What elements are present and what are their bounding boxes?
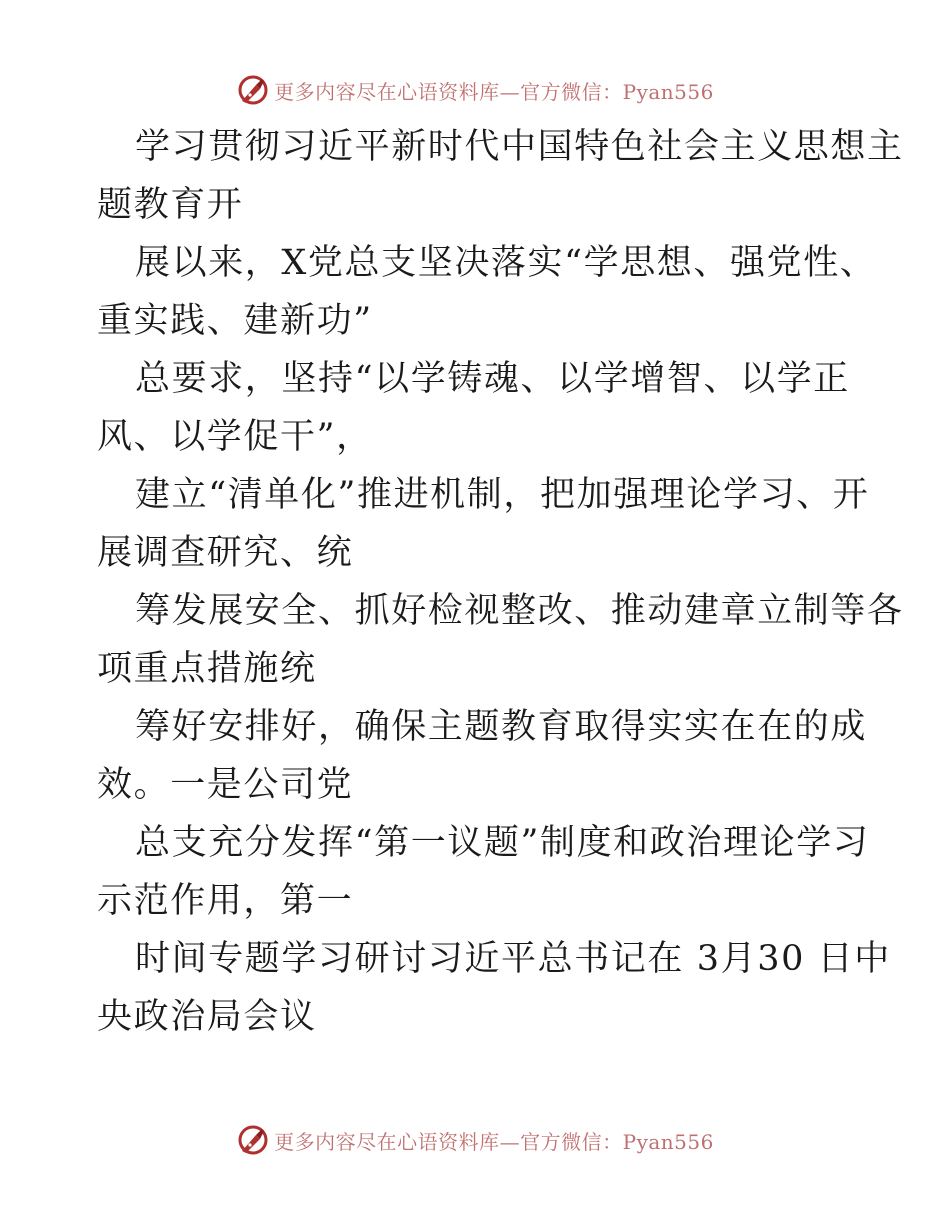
body-line-16: 央政治局会议 — [97, 997, 317, 1037]
footer-watermark-text: 更多内容尽在心语资料库—官方微信：Pyan556 — [274, 1129, 714, 1154]
pen-nib-logo-icon — [236, 73, 270, 107]
body-line-6: 风、以学促干”， — [97, 417, 373, 457]
body-line-10: 项重点措施统 — [97, 649, 317, 689]
body-line-15: 时间专题学习研讨习近平总书记在 3月30 日中 — [135, 939, 891, 979]
document-body — [97, 118, 904, 1046]
body-line-13: 总支充分发挥“第一议题”制度和政治理论学习 — [135, 823, 870, 863]
body-line-11: 筹好安排好，确保主题教育取得实实在在的成 — [135, 707, 868, 747]
footer-watermark — [0, 1120, 950, 1160]
body-line-1: 学习贯彻习近平新时代中国特色社会主义思想主 — [135, 127, 904, 167]
body-line-3: 展以来，X党总支坚决落实“学思想、强党性、 — [135, 243, 877, 283]
body-line-14: 示范作用，第一 — [97, 881, 354, 921]
body-line-2: 题教育开 — [97, 185, 244, 225]
body-line-4: 重实践、建新功” — [97, 301, 373, 341]
pen-nib-logo-icon — [236, 1123, 270, 1157]
body-line-8: 展调查研究、统 — [97, 533, 354, 573]
header-watermark-text: 更多内容尽在心语资料库—官方微信：Pyan556 — [274, 79, 714, 104]
body-line-12: 效。一是公司党 — [97, 765, 354, 805]
body-line-5: 总要求，坚持“以学铸魂、以学增智、以学正 — [135, 359, 850, 399]
header-watermark — [0, 70, 950, 110]
body-line-9: 筹发展安全、抓好检视整改、推动建章立制等各 — [135, 591, 904, 631]
body-line-7: 建立“清单化”推进机制，把加强理论学习、开 — [135, 475, 870, 515]
